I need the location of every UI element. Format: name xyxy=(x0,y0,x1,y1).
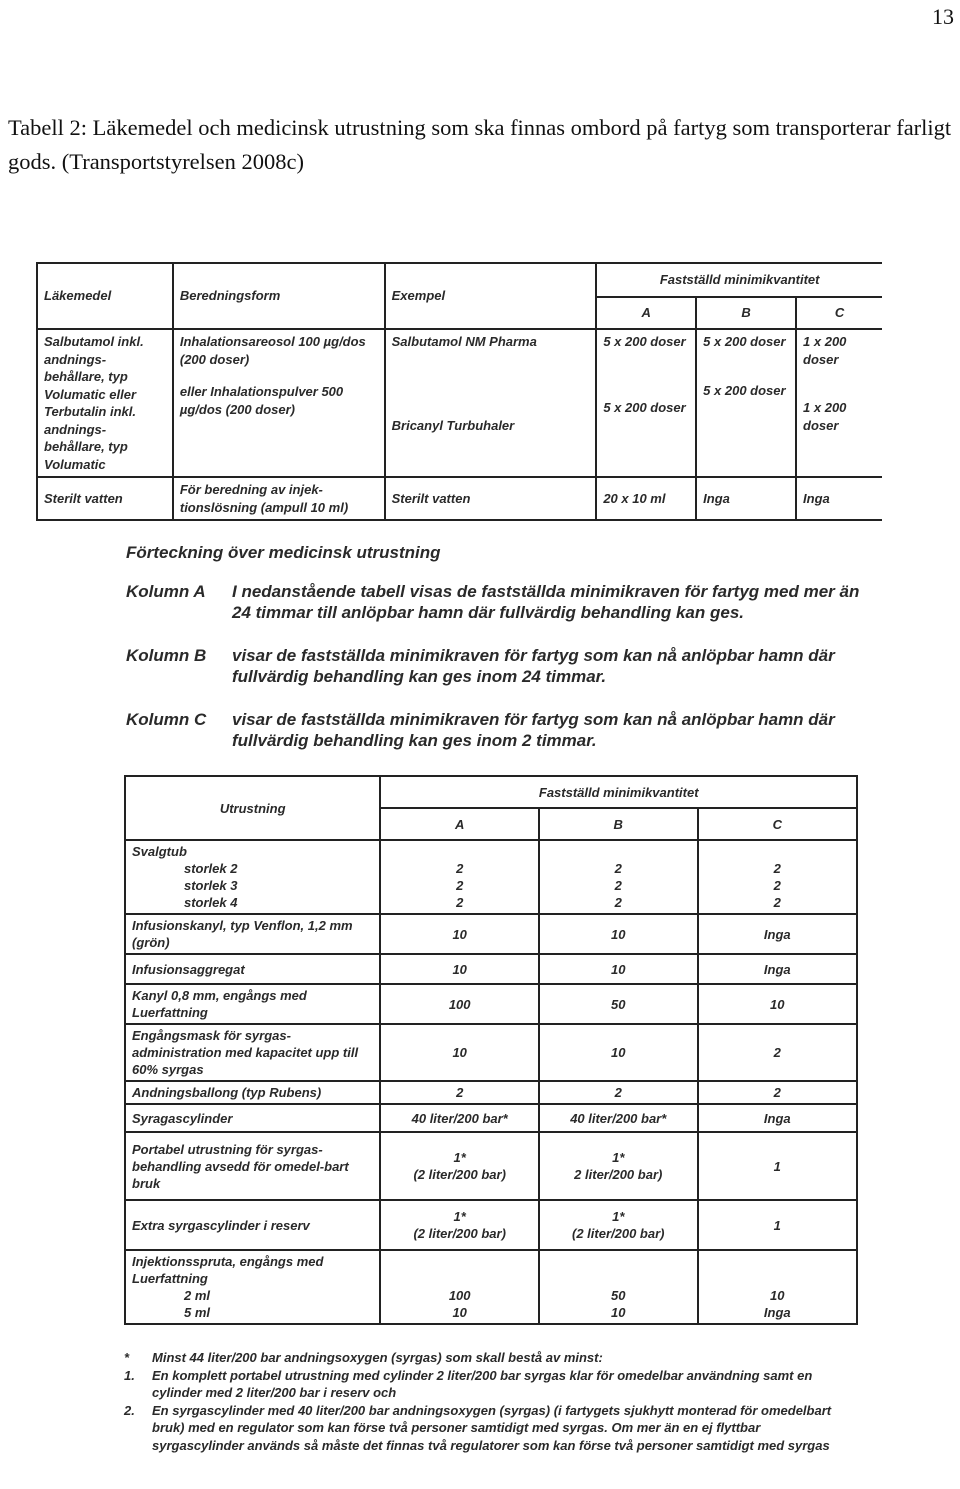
cell-a: 2 xyxy=(380,1081,539,1104)
cell-exempel xyxy=(385,329,597,477)
injektion-sizes: 2 ml 5 ml xyxy=(184,1288,211,1320)
cell-utrustning: Infusionskanyl, typ Venflon, 1,2 mm (grön) xyxy=(125,914,380,954)
cell-utrustning: Kanyl 0,8 mm, engångs med Luerfattning xyxy=(125,984,380,1024)
header-faststalld: Fastställd minimikvantitet xyxy=(380,776,857,808)
svalgtub-sizes: storlek 2 storlek 3 storlek 4 xyxy=(184,861,238,910)
footnote-intro: Minst 44 liter/200 bar andningsoxygen (syrgas) som skall bestå av minst: xyxy=(152,1350,603,1365)
cell-c: 2 xyxy=(698,1024,857,1081)
cell-b: 40 liter/200 bar* xyxy=(539,1104,698,1132)
column-a-label: Kolumn A xyxy=(126,582,206,601)
footnote-item-text: En komplett portabel utrustning med cylinder 2 liter/200 bar syrgas klar för omedelbar användning samt en cylinder med 2 liter/200 bar i reserv och xyxy=(152,1367,813,1400)
a-1: 5 x 200 doser xyxy=(603,334,686,349)
column-a-text: I nedanstående tabell visas de fastställda minimikraven för fartyg med mer än 24 timmar till anlöpbar hamn där fullvärdig behandling kan ges. xyxy=(232,582,860,622)
column-descriptions xyxy=(126,581,884,751)
cell-c: 10 xyxy=(698,984,857,1024)
cell-b: 10 xyxy=(539,914,698,954)
cell-utrustning: Andningsballong (typ Rubens) xyxy=(125,1081,380,1104)
cell-a: 1* (2 liter/200 bar) xyxy=(380,1132,539,1200)
cell-a: 20 x 10 ml xyxy=(596,477,696,520)
table-row xyxy=(37,477,882,520)
b-2: 5 x 200 doser xyxy=(703,382,786,398)
scanned-table-image xyxy=(36,262,884,1454)
equipment-list-title: Förteckning över medicinsk utrustning xyxy=(126,543,441,562)
header-a: A xyxy=(380,808,539,840)
cell-utrustning: Engångsmask för syrgas-administration med kapacitet upp till 60% syrgas xyxy=(125,1024,380,1081)
cell-a xyxy=(596,329,696,477)
column-c-text: visar de fastställda minimikraven för fartyg som kan nå anlöpbar hamn där fullvärdig behandling kan ges inom 2 timmar. xyxy=(232,710,835,750)
header-a: A xyxy=(596,297,696,329)
cell-utrustning: Infusionsaggregat xyxy=(125,954,380,984)
column-b-label: Kolumn B xyxy=(126,646,207,665)
table-caption: Tabell 2: Läkemedel och medicinsk utrustning som ska finnas ombord på fartyg som transporterar farligt gods. (Transportstyrelsen 2008c) xyxy=(8,115,952,174)
cell-c: Inga xyxy=(698,914,857,954)
cell-exempel: Sterilt vatten xyxy=(385,477,597,520)
footnote-item-text: En syrgascylinder med 40 liter/200 bar andningsoxygen (syrgas) (i fartygets sjukhytt monterad för omedelbart bruk) med en regulator som kan försе två personer samtidigt med syrgas. Om mer än en ej flyttbar syrgascylinder används så måste det finnas två regulatorer som kan förse två personer samtidigt med syrgas xyxy=(152,1402,832,1453)
injektion-label: Injektionsspruta, engångs med Luerfattning xyxy=(132,1254,324,1286)
medication-table xyxy=(36,262,882,521)
table-row xyxy=(125,1200,857,1250)
cell-utrustning: Extra syrgascylinder i reserv xyxy=(125,1200,380,1250)
footnote xyxy=(124,1349,876,1454)
table-row xyxy=(125,1024,857,1081)
exempel-1: Salbutamol NM Pharma xyxy=(391,334,537,349)
table-row xyxy=(37,329,882,477)
cell-a: 100 10 xyxy=(380,1250,539,1324)
cell-beredningsform xyxy=(173,329,385,477)
page-number: 13 xyxy=(932,4,954,29)
table-row xyxy=(125,1081,857,1104)
cell-a: 10 xyxy=(380,1024,539,1081)
cell-a: 1* (2 liter/200 bar) xyxy=(380,1200,539,1250)
cell-a: 40 liter/200 bar* xyxy=(380,1104,539,1132)
footnote-item-number: 1. xyxy=(124,1367,135,1383)
cell-b: 50 10 xyxy=(539,1250,698,1324)
cell-c: Inga xyxy=(796,477,882,520)
header-utrustning: Utrustning xyxy=(125,776,380,840)
cell-utrustning xyxy=(125,840,380,914)
cell-c: 10 Inga xyxy=(698,1250,857,1324)
footnote-item-number: 2. xyxy=(124,1402,135,1418)
cell-a: 2 2 2 xyxy=(380,840,539,914)
c-1: 1 x 200 doser xyxy=(803,334,847,367)
a-2: 5 x 200 doser xyxy=(603,399,686,415)
cell-c: Inga xyxy=(698,1104,857,1132)
cell-beredningsform: För beredning av injek-tionslösning (ampull 10 ml) xyxy=(173,477,385,520)
header-beredningsform: Beredningsform xyxy=(173,263,385,329)
cell-c xyxy=(796,329,882,477)
cell-b: 10 xyxy=(539,1024,698,1081)
beredningsform-2: eller Inhalationspulver 500 µg/dos (200 doser) xyxy=(179,384,344,417)
cell-b: 1* 2 liter/200 bar) xyxy=(539,1132,698,1200)
cell-c: 1 xyxy=(698,1200,857,1250)
cell-utrustning xyxy=(125,1250,380,1324)
cell-b: 2 2 2 xyxy=(539,840,698,914)
header-b: B xyxy=(539,808,698,840)
beredningsform-1: Inhalationsareosol 100 µg/dos (200 doser) xyxy=(179,334,366,367)
table-row xyxy=(125,984,857,1024)
header-c: C xyxy=(796,297,882,329)
cell-a: 10 xyxy=(380,914,539,954)
table-row xyxy=(125,1104,857,1132)
equipment-table xyxy=(124,775,858,1325)
column-b-text: visar de fastställda minimikraven för fartyg som kan nå anlöpbar hamn där fullvärdig behandling kan ges inom 24 timmar. xyxy=(232,646,835,686)
svalgtub-label: Svalgtub xyxy=(132,844,187,859)
cell-lakemedel: Sterilt vatten xyxy=(37,477,173,520)
cell-c: 2 xyxy=(698,1081,857,1104)
b-1: 5 x 200 doser xyxy=(703,334,786,349)
header-faststalld: Fastställd minimikvantitet xyxy=(596,263,882,297)
header-c: C xyxy=(698,808,857,840)
cell-b: 1* (2 liter/200 bar) xyxy=(539,1200,698,1250)
cell-c: 2 2 2 xyxy=(698,840,857,914)
cell-b: 50 xyxy=(539,984,698,1024)
cell-utrustning: Syragascylinder xyxy=(125,1104,380,1132)
c-2: 1 x 200 doser xyxy=(803,400,847,433)
cell-c: 1 xyxy=(698,1132,857,1200)
cell-utrustning: Portabel utrustning för syrgas-behandling avsedd för omedel-bart bruk xyxy=(125,1132,380,1200)
header-b: B xyxy=(696,297,796,329)
column-c-label: Kolumn C xyxy=(126,710,207,729)
exempel-2: Bricanyl Turbuhaler xyxy=(391,417,515,433)
table-row xyxy=(125,914,857,954)
cell-b: 2 xyxy=(539,1081,698,1104)
cell-b xyxy=(696,329,796,477)
table-row xyxy=(125,954,857,984)
table-row xyxy=(125,1132,857,1200)
cell-a: 10 xyxy=(380,954,539,984)
cell-b: Inga xyxy=(696,477,796,520)
cell-b: 10 xyxy=(539,954,698,984)
header-lakemedel: Läkemedel xyxy=(37,263,173,329)
table-row xyxy=(125,1250,857,1324)
footnote-star: * xyxy=(124,1350,130,1365)
header-exempel: Exempel xyxy=(385,263,597,329)
table-row xyxy=(125,840,857,914)
cell-c: Inga xyxy=(698,954,857,984)
cell-lakemedel: Salbutamol inkl. andnings-behållare, typ Volumatic eller Terbutalin inkl. andnings-behållare, typ Volumatic xyxy=(37,329,173,477)
cell-a: 100 xyxy=(380,984,539,1024)
